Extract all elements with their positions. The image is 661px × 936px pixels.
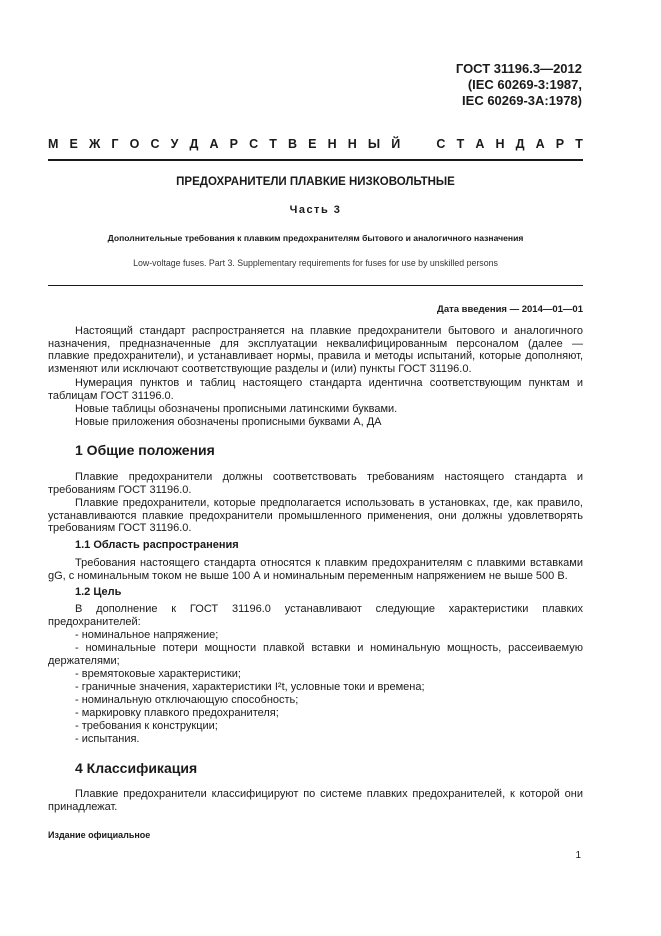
subsection-1-2-text: В дополнение к ГОСТ 31196.0 устанавливают следующие характеристики плавких предохранителей:: [48, 603, 583, 628]
document-title: ПРЕДОХРАНИТЕЛИ ПЛАВКИЕ НИЗКОВОЛЬТНЫЕ: [176, 176, 455, 188]
list-item: - маркировку плавкого предохранителя;: [75, 707, 279, 719]
list-item: - номинальные потери мощности плавкой вставки и номинальную мощность, рассеиваемую держателями;: [48, 642, 583, 667]
list-item: - времятоковые характеристики;: [75, 668, 241, 680]
subsection-1-2-heading: 1.2 Цель: [75, 586, 122, 598]
standard-designation: [456, 61, 582, 109]
iec-reference-2: IEC 60269-3А:1978): [462, 93, 582, 108]
banner-word-1-letter: Д: [189, 137, 199, 151]
iec-reference-1: (IEC 60269-3:1987,: [467, 77, 582, 92]
title-rule: [48, 285, 583, 286]
list-item: - номинальную отключающую способность;: [75, 694, 299, 706]
banner-word-1-letter: С: [249, 137, 259, 151]
list-item: - номинальное напряжение;: [75, 629, 219, 641]
banner-word-2-letter: А: [475, 137, 485, 151]
banner-word-1-letter: Г: [111, 137, 119, 151]
banner-word-2-letter: А: [535, 137, 545, 151]
banner-word-1-letter: О: [129, 137, 140, 151]
standard-number: ГОСТ 31196.3—2012: [455, 61, 582, 76]
part-number: Часть 3: [289, 204, 342, 216]
banner-word-2-letter: Т: [575, 137, 583, 151]
introduction-date: Дата введения — 2014—01—01: [437, 304, 583, 315]
list-item: - испытания.: [75, 733, 140, 745]
intro-paragraph-annexes: Новые приложения обозначены прописными буквами А, ДА: [75, 416, 382, 428]
banner-word-2-letter: С: [436, 137, 446, 151]
banner-word-1-letter: М: [48, 137, 59, 151]
subsection-1-1-heading: 1.1 Область распространения: [75, 539, 239, 551]
section-1-paragraph-1: Плавкие предохранители должны соответствовать требованиям настоящего стандарта и требованиям ГОСТ 31196.0.: [48, 471, 583, 496]
intro-paragraph-numbering: Нумерация пунктов и таблиц настоящего стандарта идентична соответствующим пунктам и таблицам ГОСТ 31196.0.: [48, 377, 583, 402]
banner-word-2-letter: Т: [456, 137, 465, 151]
interstate-standard-banner: [48, 137, 583, 151]
banner-word-2-letter: Р: [555, 137, 565, 151]
banner-word-1-letter: Ж: [88, 137, 101, 151]
page-number: 1: [575, 850, 581, 861]
subsection-1-1-text: Требования настоящего стандарта относятся к плавким предохранителям с плавкими вставками gG, с номинальным током не выше 100 А и номинальным переменным напряжением не выше 500 В.: [48, 557, 583, 582]
banner-word-1-letter: С: [150, 137, 160, 151]
section-4-paragraph: Плавкие предохранители классифицируют по системе плавких предохранителей, к которой они принадлежат.: [48, 788, 583, 813]
intro-paragraph-tables: Новые таблицы обозначены прописными латинскими буквами.: [75, 403, 398, 415]
banner-word-1-letter: А: [209, 137, 219, 151]
intro-paragraph-scope: Настоящий стандарт распространяется на плавкие предохранители бытового и аналогичного назначения, предназначенные для эксплуатации неквалифицированным персоналом (далее — плавкие предохранители), и устанавливает нормы, правила и методы испытаний, которые дополняют, изменяют или исключают соответствующие разделы и (или) пункты ГОСТ 31196.0.: [48, 325, 583, 376]
banner-word-1-letter: Н: [327, 137, 337, 151]
banner-rule: [48, 159, 583, 161]
banner-word-1-letter: Ы: [367, 137, 381, 151]
document-subtitle: Дополнительные требования к плавким предохранителям бытового и аналогичного назначения: [107, 233, 524, 243]
banner-word-1-letter: Й: [391, 137, 401, 151]
section-1-paragraph-2: Плавкие предохранители, которые предполагается использовать в установках, где, как правило, устанавливаются плавкие предохранители промышленного применения, они должны удовлетворять требованиям ГОСТ 31196.0.: [48, 497, 583, 535]
banner-word-gap: [411, 137, 425, 151]
banner-word-2-letter: Д: [515, 137, 525, 151]
section-4-heading: 4 Классификация: [75, 760, 198, 776]
list-item: - граничные значения, характеристики I²t, условные токи и времена;: [75, 681, 425, 693]
english-title: Low-voltage fuses. Part 3. Supplementary requirements for fuses for use by unskilled persons: [133, 258, 498, 268]
banner-word-1-letter: Е: [308, 137, 317, 151]
section-1-heading: 1 Общие положения: [75, 442, 215, 458]
official-edition-note: Издание официальное: [48, 830, 151, 840]
banner-word-1-letter: Р: [229, 137, 238, 151]
banner-word-1-letter: Н: [347, 137, 357, 151]
banner-word-1-letter: Т: [269, 137, 277, 151]
banner-word-1-letter: У: [170, 137, 179, 151]
banner-word-1-letter: В: [287, 137, 298, 151]
banner-word-1-letter: Е: [69, 137, 78, 151]
list-item: - требования к конструкции;: [75, 720, 218, 732]
banner-word-2-letter: Н: [495, 137, 505, 151]
